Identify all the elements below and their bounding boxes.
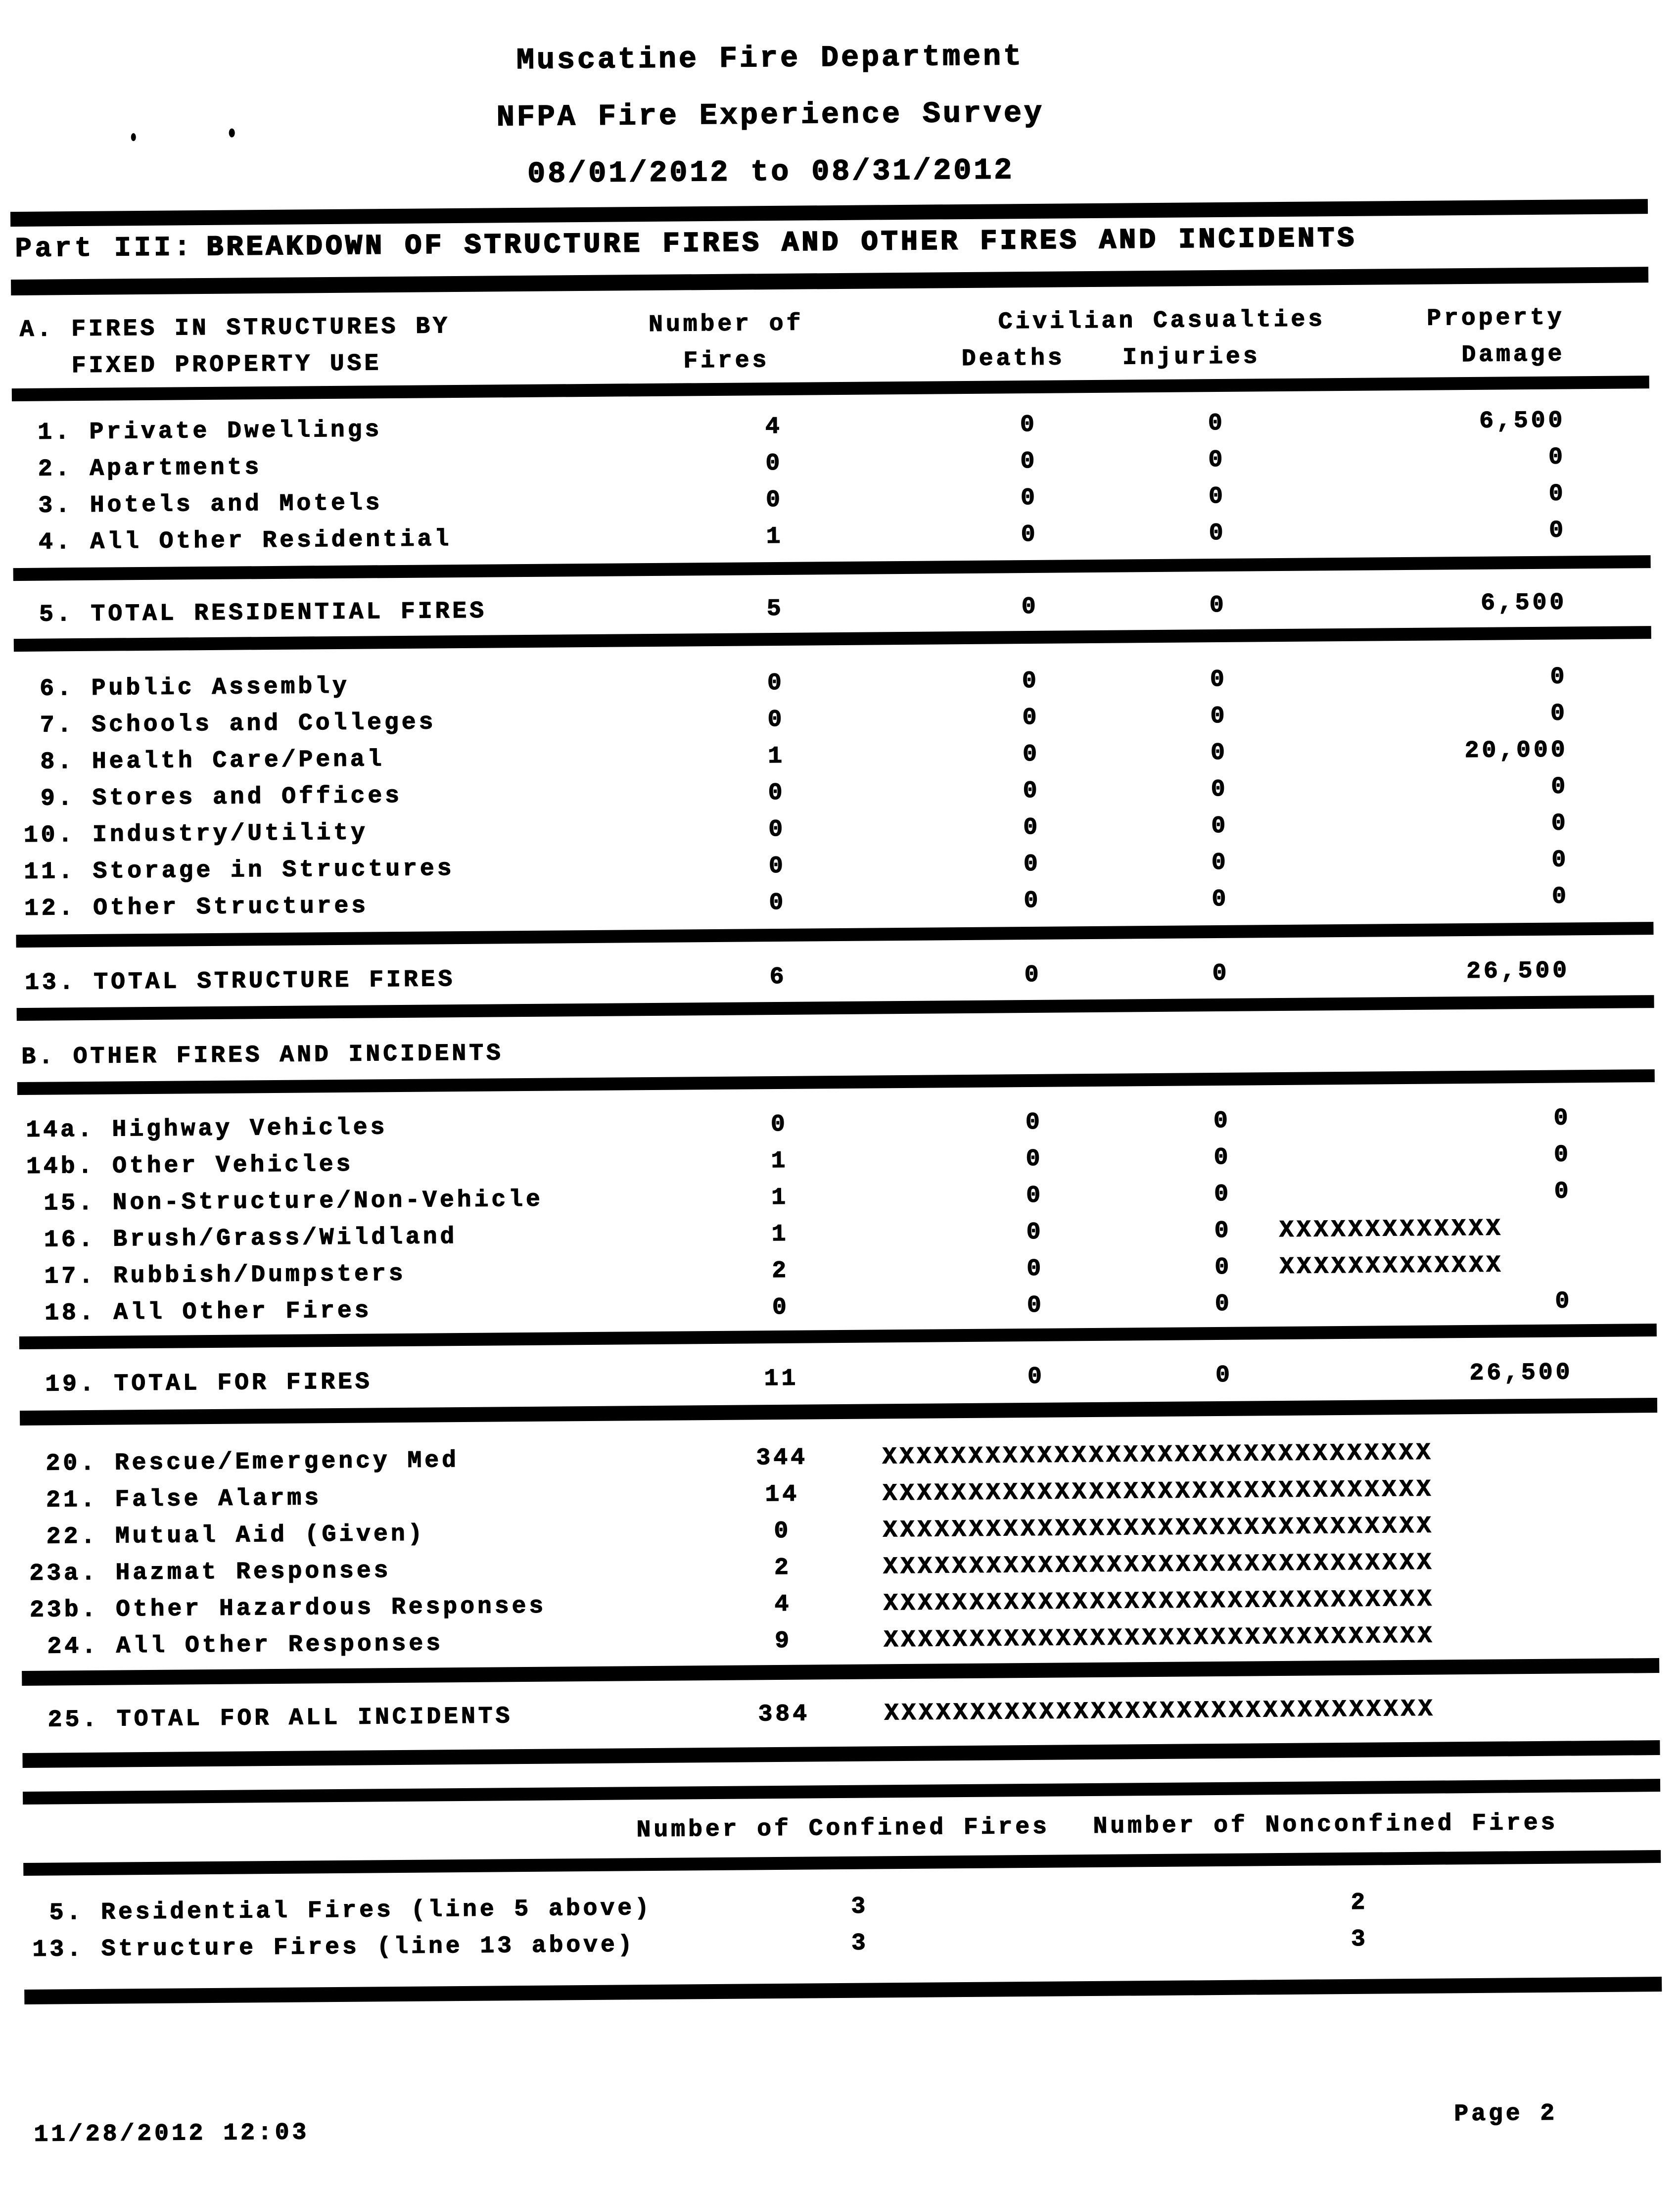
injuries-value: 0 [1212,886,1229,913]
damage-value: 0 [1548,444,1566,471]
fires-value: 1 [771,1221,789,1248]
deaths-value: 0 [1024,887,1041,915]
fires-value: 2 [772,1257,790,1285]
fires-value: 5 [766,595,784,623]
injuries-value: 0 [1213,1107,1231,1135]
injuries-value: 0 [1210,666,1228,694]
fires-value: 4 [774,1591,792,1618]
injuries-value: 0 [1211,739,1228,767]
total-incidents-row [5,1696,1680,1746]
horizontal-rule [12,376,1649,401]
incident-rows [3,1439,1680,1672]
deaths-value: 0 [1023,741,1040,768]
fires-value: 11 [764,1365,799,1393]
deaths-value: 0 [1027,1292,1044,1320]
damage-value: 0 [1551,773,1569,801]
table-a-header-line2: FIXED PROPERTY USE [20,350,382,380]
fires-value: 0 [770,1111,789,1139]
col-header-deaths: Deaths [961,345,1065,373]
part-heading-prefix: Part III: [15,232,194,265]
footer-page-number: Page 2 [1454,2100,1558,2128]
row-label: 5. TOTAL RESIDENTIAL FIRES [22,598,487,628]
injuries-value: 0 [1214,1217,1232,1245]
fires-value: 6 [769,963,787,991]
confined-value: 3 [851,1893,869,1920]
horizontal-rule [24,1977,1662,2004]
deaths-value: 0 [1025,1109,1043,1137]
not-applicable-placeholder: XXXXXXXXXXXXXXXXXXXXXXXXXXXXXXXX [884,1696,1436,1727]
horizontal-rule [17,1069,1655,1095]
nonconfined-value: 3 [1351,1926,1369,1953]
table-row [5,1696,1680,1746]
fires-value: 9 [775,1627,793,1655]
row-label: 11. Storage in Structures [24,856,455,886]
fires-value: 2 [774,1554,792,1582]
report-date-range: 08/01/2012 to 08/31/2012 [527,154,1015,191]
nonresidential-rows [0,665,1679,934]
deaths-value: 0 [1020,484,1038,512]
fires-value: 0 [769,889,787,917]
not-applicable-placeholder: XXXXXXXXXXXXXXXXXXXXXXXXXXXXXXXX [883,1476,1434,1508]
row-label: 19. TOTAL FOR FIRES [28,1369,373,1398]
not-applicable-placeholder: XXXXXXXXXXXXXXXXXXXXXXXXXXXXXXXX [882,1439,1434,1471]
injuries-value: 0 [1209,592,1227,619]
injuries-value: 0 [1209,520,1226,547]
fires-value: 384 [758,1701,810,1728]
horizontal-rule [22,1740,1660,1768]
col-header-injuries: Injuries [1122,343,1260,372]
row-label: 4. All Other Residential [21,526,452,556]
damage-value: 6,500 [1479,407,1566,435]
table-a-header-line1: A. FIRES IN STRUCTURES BY [19,313,451,343]
row-label: 5. Residential Fires (line 5 above) [32,1895,653,1927]
horizontal-rule [23,1779,1660,1805]
damage-value: 0 [1553,1141,1572,1169]
row-label: 3. Hotels and Motels [21,490,383,520]
part-heading [15,222,1357,265]
row-label: 6. Public Assembly [22,673,350,703]
row-label: 24. All Other Responses [30,1630,444,1661]
deaths-value: 0 [1022,667,1040,695]
damage-value: 0 [1550,664,1568,691]
fires-value: 0 [768,779,786,807]
deaths-value: 0 [1020,411,1038,439]
row-label: 25. TOTAL FOR ALL INCIDENTS [30,1703,513,1734]
deaths-value: 0 [1023,851,1041,878]
confined-value: 3 [851,1930,869,1957]
row-label: 18. All Other Fires [27,1297,372,1327]
horizontal-rule [11,267,1648,295]
injuries-value: 0 [1210,703,1228,730]
row-label: 23b. Other Hazardous Responses [29,1593,547,1624]
row-label: 1. Private Dwellings [20,417,382,446]
damage-value: 26,500 [1466,957,1570,986]
col-header-number-of: Number of [648,310,804,338]
deaths-value: 0 [1026,1182,1044,1210]
row-label: 12. Other Structures [24,893,369,922]
footer-timestamp: 11/28/2012 12:03 [34,2119,310,2148]
damage-value: 0 [1555,1288,1573,1315]
fires-value: 0 [765,486,784,514]
fires-value: 0 [767,706,785,734]
not-applicable-placeholder: XXXXXXXXXXXXXXXXXXXXXXXXXXXXXXXX [883,1586,1435,1617]
damage-value: 20,000 [1464,737,1568,765]
row-label: 22. Mutual Aid (Given) [29,1521,425,1551]
deaths-value: 0 [1022,704,1040,732]
row-label: 9. Stores and Offices [23,782,403,812]
damage-value: 0 [1554,1178,1572,1205]
fires-value: 14 [765,1481,800,1509]
injuries-value: 0 [1211,776,1228,804]
deaths-value: 0 [1023,777,1040,805]
injuries-value: 0 [1212,960,1230,988]
document-subtitle: NFPA Fire Experience Survey [496,96,1045,135]
confined-rows [6,1889,1680,1975]
fires-value: 1 [768,743,786,770]
fires-value: 0 [767,669,785,697]
row-label: 20. Rescue/Emergency Med [28,1447,460,1477]
not-applicable-placeholder: XXXXXXXXXXXXXXXXXXXXXXXXXXXXXXXX [883,1513,1434,1544]
document-title: Muscatine Fire Department [516,40,1024,78]
deaths-value: 0 [1026,1145,1043,1173]
injuries-value: 0 [1213,1144,1231,1172]
damage-not-applicable: XXXXXXXXXXXXX [1279,1215,1503,1244]
damage-value: 0 [1551,847,1569,874]
injuries-value: 0 [1208,446,1226,474]
fires-value: 1 [771,1184,789,1212]
damage-value: 0 [1553,1105,1571,1132]
injuries-value: 0 [1208,410,1226,437]
col-header-fires: Fires [683,347,770,375]
row-label: 15. Non-Structure/Non-Vehicle [26,1186,544,1217]
not-applicable-placeholder: XXXXXXXXXXXXXXXXXXXXXXXXXXXXXXXX [883,1549,1435,1581]
damage-value: 6,500 [1481,589,1567,617]
damage-value: 26,500 [1469,1359,1573,1387]
col-header-nonconfined-fires: Number of Nonconfined Fires [1093,1809,1558,1841]
damage-value: 0 [1550,700,1568,727]
row-label: 16. Brush/Grass/Wildland [27,1224,458,1254]
damage-value: 0 [1551,810,1569,837]
other-fires-rows [0,1106,1680,1339]
fires-value: 0 [768,853,787,880]
col-header-damage: Damage [1461,341,1565,369]
injuries-value: 0 [1208,483,1226,511]
row-label: 13. TOTAL STRUCTURE FIRES [24,966,456,997]
col-header-property: Property [1427,304,1565,333]
row-label: 23a. Hazmat Responses [29,1558,391,1587]
row-label: 7. Schools and Colleges [22,709,436,739]
damage-not-applicable: XXXXXXXXXXXXX [1279,1252,1504,1281]
residential-rows [0,408,1676,568]
injuries-value: 0 [1214,1181,1232,1208]
section-b-title: B. OTHER FIRES AND INCIDENTS [21,1040,504,1071]
fires-value: 1 [766,523,784,551]
damage-value: 0 [1548,480,1566,508]
horizontal-rule [23,1850,1661,1876]
nonconfined-value: 2 [1351,1889,1368,1916]
injuries-value: 0 [1215,1362,1233,1389]
deaths-value: 0 [1026,1219,1044,1246]
row-label: 8. Health Care/Penal [23,746,385,776]
fires-value: 1 [771,1147,789,1175]
injuries-value: 0 [1214,1254,1232,1282]
damage-value: 0 [1549,517,1567,544]
deaths-value: 0 [1027,1255,1044,1283]
row-label: 2. Apartments [20,454,262,483]
row-label: 14a. Highway Vehicles [26,1114,388,1144]
deaths-value: 0 [1027,1363,1045,1391]
injuries-value: 0 [1211,812,1229,840]
damage-value: 0 [1551,883,1570,910]
fires-value: 0 [774,1518,792,1545]
fires-value: 0 [768,816,786,844]
col-header-civilian-casualties: Civilian Casualties [998,306,1326,336]
row-label: 17. Rubbish/Dumpsters [27,1260,406,1290]
deaths-value: 0 [1021,593,1039,621]
injuries-value: 0 [1214,1290,1232,1318]
col-header-confined-fires: Number of Confined Fires [636,1813,1050,1844]
injuries-value: 0 [1211,849,1229,877]
row-label: 13. Structure Fires (line 13 above) [32,1932,635,1963]
deaths-value: 0 [1021,521,1038,549]
fires-value: 0 [772,1294,790,1322]
horizontal-rule [10,199,1648,227]
fires-value: 344 [756,1444,808,1472]
deaths-value: 0 [1020,448,1038,475]
deaths-value: 0 [1024,961,1042,989]
fires-value: 4 [765,413,783,441]
deaths-value: 0 [1023,814,1041,842]
part-heading-text: BREAKDOWN OF STRUCTURE FIRES AND OTHER FIRES AND INCIDENTS [206,222,1357,264]
row-label: 21. False Alarms [29,1485,322,1514]
not-applicable-placeholder: XXXXXXXXXXXXXXXXXXXXXXXXXXXXXXXX [884,1622,1435,1654]
fires-value: 0 [765,450,783,477]
row-label: 10. Industry/Utility [23,819,369,849]
row-label: 14b. Other Vehicles [26,1151,354,1181]
